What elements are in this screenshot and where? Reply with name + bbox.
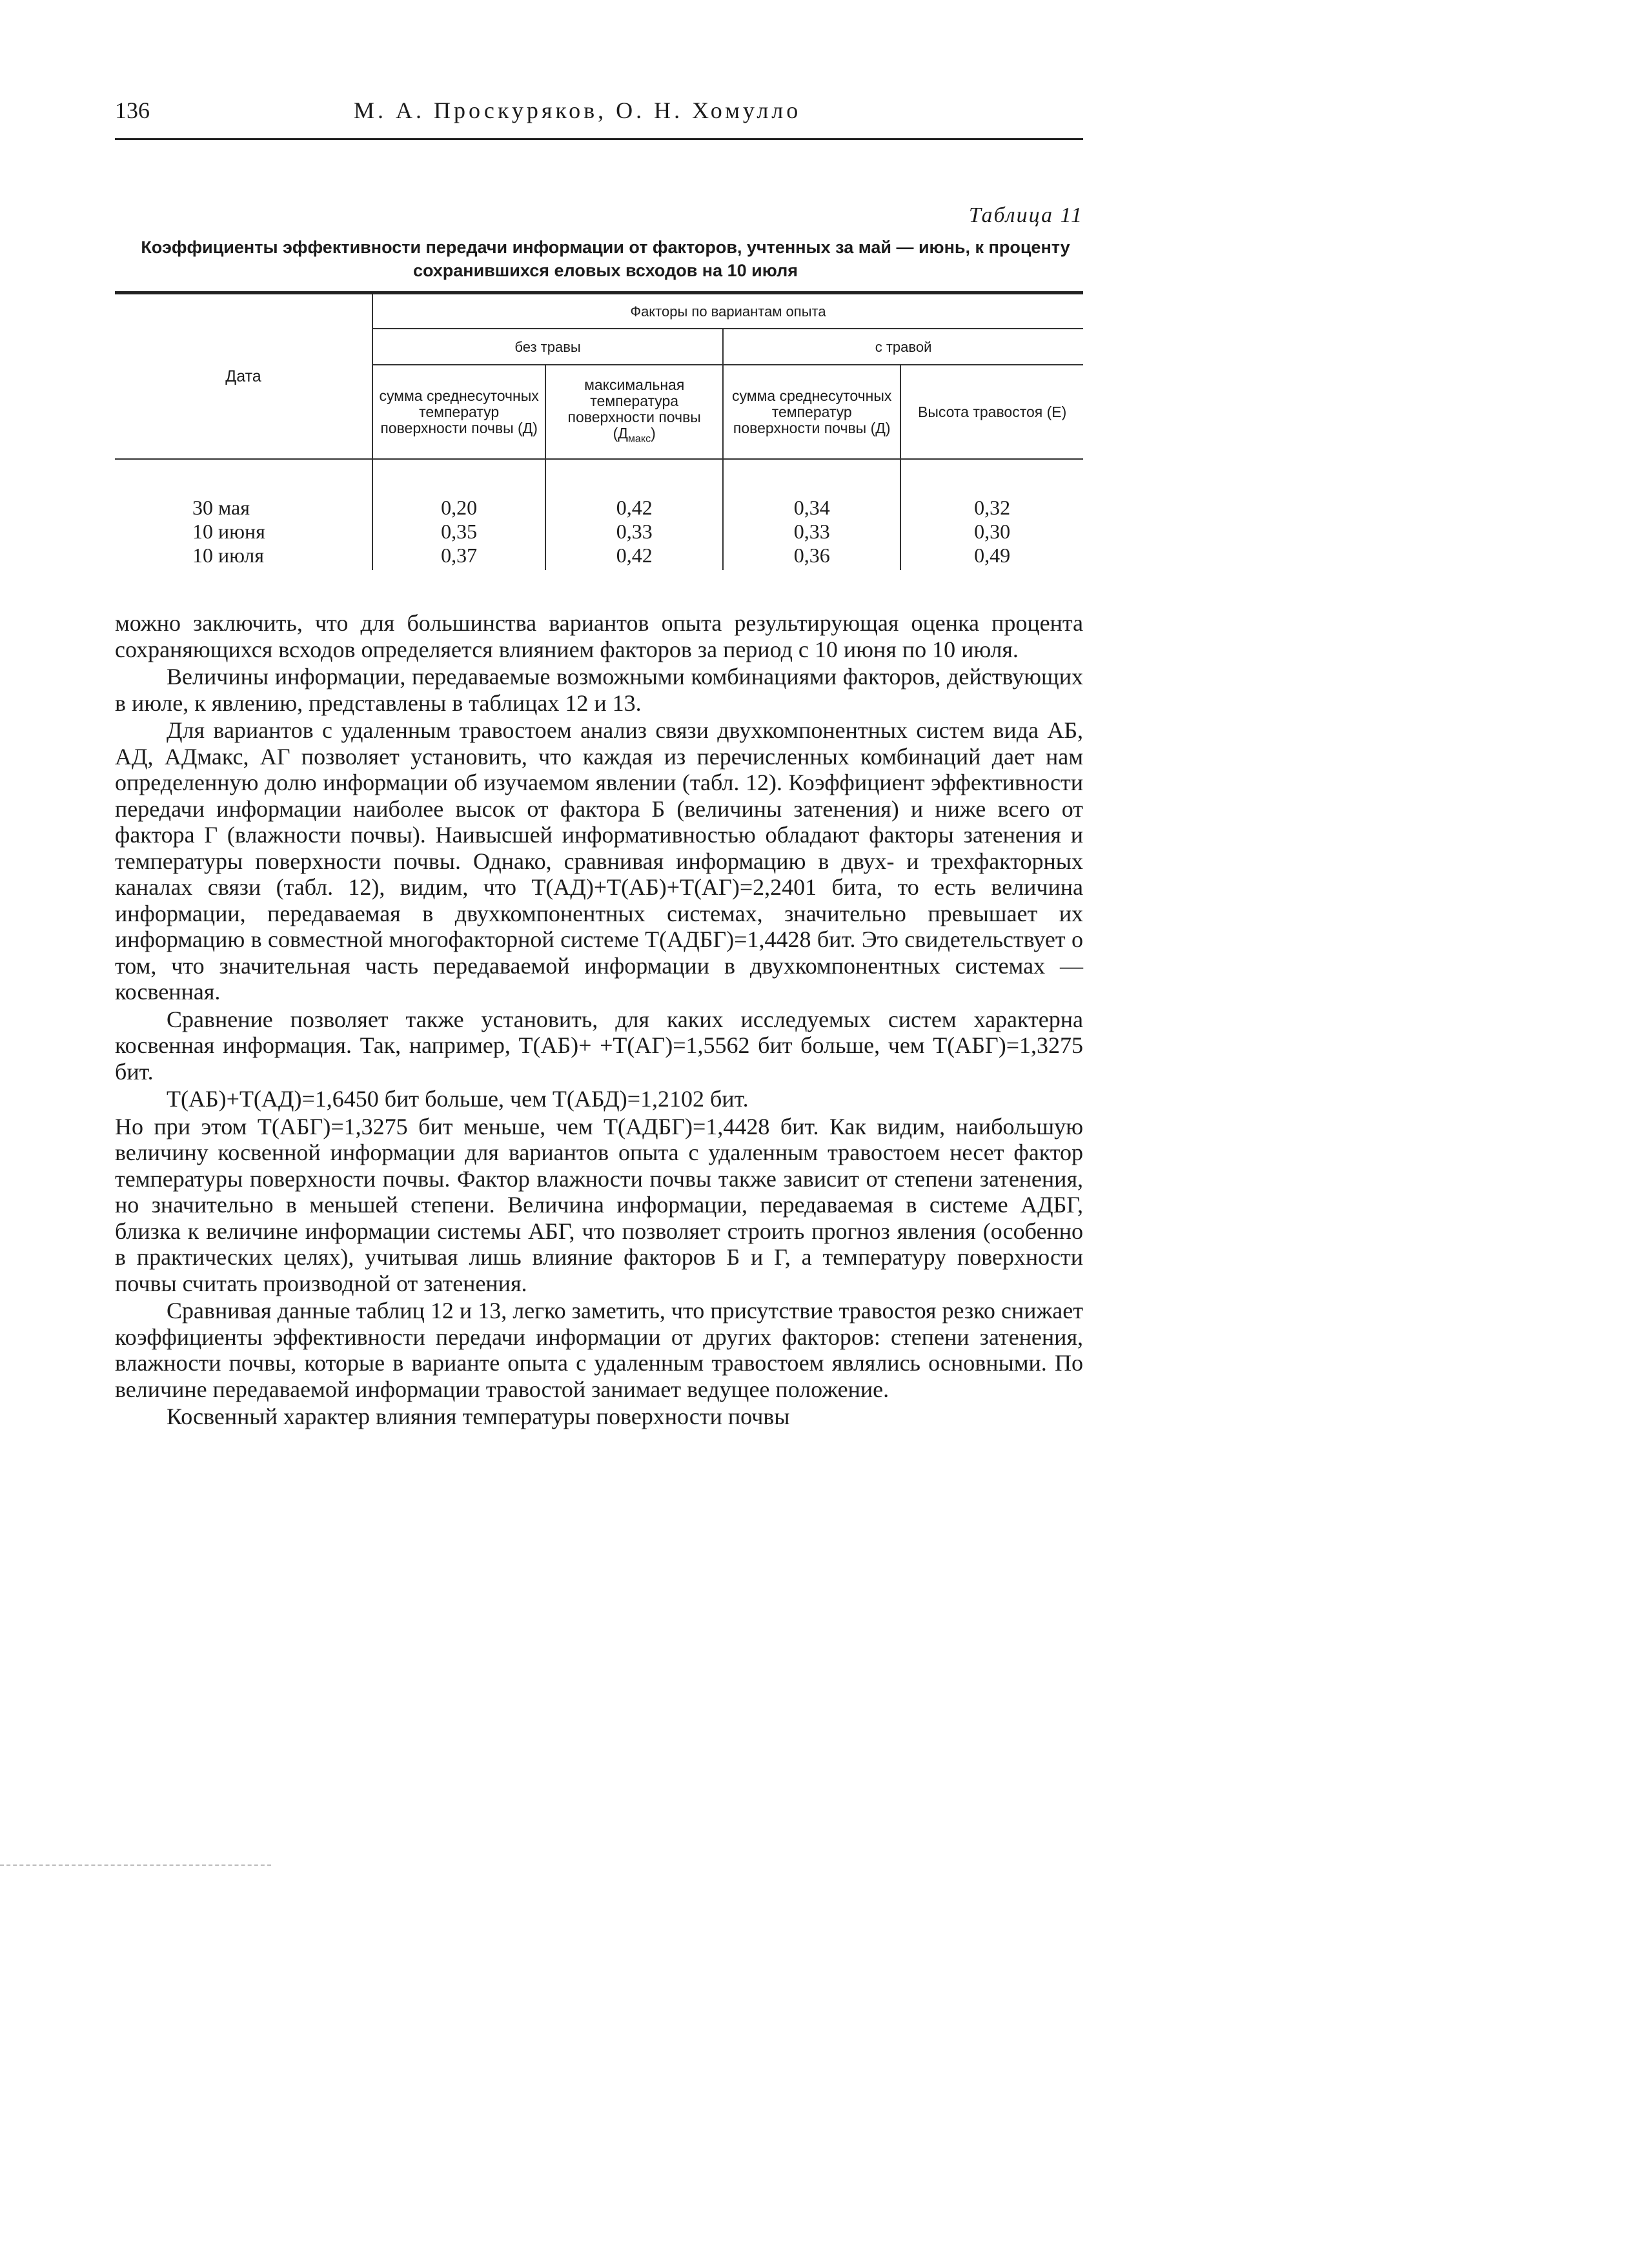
scan-artifact-line (0, 1864, 271, 1866)
table-row (115, 544, 1083, 570)
running-head (115, 96, 1083, 140)
paragraph: можно заключить, что для большинства вариантов опыта результирующая оценка процента сохраняющихся всходов определяется влиянием факторов за период с 10 июня по 10 июля. (115, 610, 1083, 662)
column-header-text: максимальная температура поверхности почвы (567, 376, 701, 425)
row-date: 30 мая (192, 496, 250, 519)
table-cell: 0,34 (723, 459, 900, 520)
paragraph: Для вариантов с удаленным травостоем анализ связи двухкомпонентных систем вида АБ, АД, АДмакс, АГ позволяет установить, что каждая из перечисленных комбинаций дает нам определенную долю информации об изучаемом явлении (табл. 12). Коэффициент эффективности передачи информации наиболее высок от фактора Б (величины затенения) и ниже всего от фактора Г (влажности почвы). Наивысшей информативностью обладают факторы затенения и температуры поверхности почвы. Однако, сравнивая информацию в двух- и трехфакторных каналах связи (табл. 12), видим, что Т(АД)+Т(АБ)+Т(АГ)=2,2401 бита, то есть величина информации, передаваемая в двухкомпонентных системах, значительно превышает их информацию в совместной многофакторной системе Т(АДБГ)=1,4428 бит. Это свидетельствует о том, что значительная часть передаваемой информации в двухкомпонентных системах — косвенная. (115, 717, 1083, 1005)
table-row (115, 459, 1083, 520)
paragraph: Величины информации, передаваемые возможными комбинациями факторов, действующих в июле, к явлению, представлены в таблицах 12 и 13. (115, 664, 1083, 716)
column-header: сумма среднесуточных температур поверхности почвы (Д) (723, 365, 900, 459)
page-number: 136 (115, 97, 150, 123)
without-grass-header: без травы (372, 329, 723, 365)
book-page (115, 96, 1083, 1430)
body-text (115, 610, 1083, 1430)
date-column-header: Дата (115, 293, 372, 460)
table-cell: 0,33 (723, 520, 900, 544)
running-title: М. А. Проскуряков, О. Н. Хомулло (354, 97, 802, 123)
paragraph: Но при этом Т(АБГ)=1,3275 бит меньше, чем Т(АДБГ)=1,4428 бит. Как видим, наибольшую величину косвенной информации для вариантов опыта с удаленным травостоем несет фактор температуры поверхности почвы. Фактор влажности почвы также зависит от степени затенения, но значительно в меньшей степени. Величина информации, передаваемая в системе АДБГ, близка к величине информации системы АБГ, что позволяет строить прогноз явления (особенно в практических целях), учитывая лишь влияние факторов Б и Г, а температуру поверхности почвы считать производной от затенения. (115, 1113, 1083, 1296)
factors-header: Факторы по вариантам опыта (372, 293, 1083, 329)
table-cell: 0,20 (372, 459, 545, 520)
column-header: Высота травостоя (Е) (900, 365, 1083, 459)
table-cell: 0,42 (545, 544, 723, 570)
table-cell: 0,36 (723, 544, 900, 570)
coefficients-table (115, 291, 1083, 570)
with-grass-header: с травой (723, 329, 1083, 365)
paragraph: Сравнение позволяет также установить, для каких исследуемых систем характерна косвенная информация. Так, например, Т(АБ)+ +Т(АГ)=1,5562 бит больше, чем Т(АБГ)=1,3275 бит. (115, 1006, 1083, 1085)
column-header (545, 365, 723, 459)
table-cell: 0,30 (900, 520, 1083, 544)
max-temp-close: ) (651, 424, 656, 442)
column-header: сумма среднесуточных температур поверхности почвы (Д) (372, 365, 545, 459)
row-date: 10 июня (192, 520, 265, 543)
table-cell: 0,32 (900, 459, 1083, 520)
table-cell: 0,42 (545, 459, 723, 520)
paragraph: Сравнивая данные таблиц 12 и 13, легко заметить, что присутствие травостоя резко снижает коэффициенты эффективности передачи информации от других факторов: степени затенения, влажности почвы, которые в варианте опыта с удаленным травостоем являлись основными. По величине передаваемой информации травостой занимает ведущее положение. (115, 1298, 1083, 1402)
table-cell: 0,35 (372, 520, 545, 544)
table-row (115, 520, 1083, 544)
row-date: 10 июля (192, 544, 264, 567)
paragraph: Т(АБ)+Т(АД)=1,6450 бит больше, чем Т(АБД)=1,2102 бит. (167, 1086, 749, 1112)
table-cell: 0,49 (900, 544, 1083, 570)
paragraph: Косвенный характер влияния температуры поверхности почвы (167, 1404, 790, 1429)
table-title: Коэффициенты эффективности передачи информации от факторов, учтенных за май — июнь, к проценту сохранившихся еловых всходов на 10 июля (141, 238, 1070, 280)
table-cell: 0,37 (372, 544, 545, 570)
max-temp-subscript: макс (627, 433, 651, 445)
max-temp-symbol: (Д (613, 424, 628, 442)
table-label: Таблица 11 (968, 203, 1083, 227)
table-cell: 0,33 (545, 520, 723, 544)
